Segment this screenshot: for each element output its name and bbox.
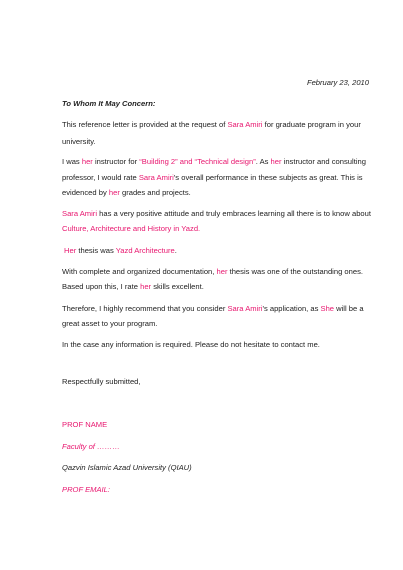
letter-date: February 23, 2010 [306,78,369,87]
pronoun: her [270,157,282,166]
text: Therefore, I highly recommend that you consider [62,304,228,313]
text: skills excellent. [151,282,204,291]
text: 's application, as [262,304,321,313]
text: for graduate program in your [262,120,361,129]
paragraph-2-line-2 [62,173,363,183]
paragraph-6-line-2: great asset to your program. [62,319,158,328]
text: thesis was one of the outstanding ones. [227,267,363,276]
text: This reference letter is provided at the request of [62,120,228,129]
text: 's overall performance in these subjects as great. This is [173,173,363,182]
closing: Respectfully submitted, [62,377,141,386]
prof-email: PROF EMAIL: [62,485,110,494]
pronoun: her [108,188,120,197]
text: . As [255,157,271,166]
text: With complete and organized documentation, [62,267,217,276]
salutation: To Whom It May Concern: [62,99,156,108]
text: I was [62,157,82,166]
text: instructor and consulting [281,157,366,166]
text: instructor for [92,157,140,166]
text: . [174,246,177,255]
text: grades and projects. [119,188,191,197]
paragraph-5-line-2 [62,282,204,292]
text: evidenced by [62,188,109,197]
candidate-name: Sara Amiri [138,173,174,182]
text: has a very positive attitude and truly embraces learning all there is to know about [97,209,371,218]
paragraph-6-line-1 [62,304,364,314]
pronoun: her [140,282,152,291]
text: thesis was [76,246,116,255]
text: Based upon this, I rate [62,282,141,291]
pronoun: her [216,267,228,276]
pronoun: She [320,304,335,313]
pronoun: Her [64,246,77,255]
paragraph-7: In the case any information is required. Please do not hesitate to contact me. [62,340,320,349]
paragraph-3-line-2: Culture, Architecture and History in Yazd. [62,224,201,233]
paragraph-2-line-1 [62,157,366,167]
paragraph-4 [64,246,177,256]
university-name: Qazvin Islamic Azad University (QIAU) [62,463,192,472]
thesis-topic: Yazd Architecture [115,246,175,255]
text: will be a [334,304,364,313]
faculty: Faculty of ……… [62,442,120,451]
candidate-name: Sara Amiri [62,209,98,218]
candidate-name: Sara Amiri [227,120,263,129]
candidate-name: Sara Amiri [227,304,263,313]
prof-name: PROF NAME [62,420,108,429]
paragraph-1-line-2: university. [62,137,96,146]
text: professor, I would rate [62,173,139,182]
paragraph-2-line-3 [62,188,191,198]
course-names: “Building 2” and “Technical design” [139,157,256,166]
paragraph-1-line-1 [62,120,361,130]
paragraph-5-line-1 [62,267,363,277]
paragraph-3-line-1 [62,209,371,219]
pronoun: her [81,157,93,166]
